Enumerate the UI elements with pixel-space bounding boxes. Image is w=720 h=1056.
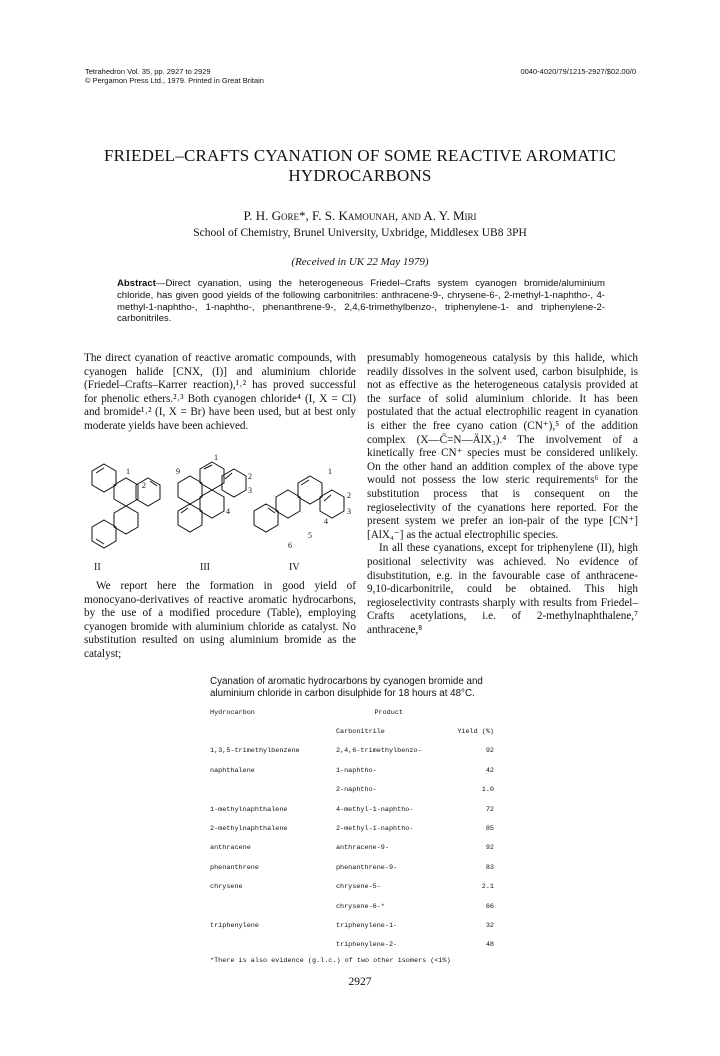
left-column-bottom (84, 580, 356, 662)
cell-hydrocarbon: naphthalene (210, 766, 255, 775)
cell-hydrocarbon: anthracene (210, 844, 251, 853)
phenanthrene-structure (178, 462, 246, 532)
label-iv-5: 5 (308, 531, 312, 540)
cell-hydrocarbon: 1,3,5-trimethylbenzene (210, 747, 300, 756)
label-iv-1: 1 (328, 467, 332, 476)
cell-hydrocarbon: phenanthrene (210, 863, 259, 872)
label-ii-1: 1 (126, 467, 130, 476)
cell-hydrocarbon: triphenylene (210, 921, 259, 930)
table-row (210, 742, 510, 761)
journal-citation (85, 67, 264, 85)
triphenylene-structure (92, 464, 160, 548)
table-row (210, 781, 510, 800)
abstract (117, 278, 605, 325)
head-hydrocarbon: Hydrocarbon (210, 708, 255, 717)
title-line-2: HYDROCARBONS (288, 166, 432, 185)
cell-product: 1-naphtho- (335, 766, 377, 775)
label-ii-2: 2 (142, 481, 146, 490)
cell-product: anthracene-9- (335, 844, 389, 853)
cell-product: chrysene-6-* (335, 902, 385, 911)
label-iv-2: 2 (347, 491, 351, 500)
cell-yield: 32 (485, 921, 494, 930)
right-column (367, 352, 638, 637)
chrysene-structure (254, 476, 344, 532)
head-spacer (210, 722, 336, 741)
cell-hydrocarbon (210, 936, 336, 955)
cell-hydrocarbon (210, 897, 336, 916)
page-number: 2927 (348, 976, 372, 988)
mechanism-paragraph: presumably homogeneous catalysis by this halide, which readily dissolves in the solvent used, carbon bisulphide, is not as effective as the heterogeneous catalysis provided at the surface of solid aluminium chloride. It has been postulated that the actual electrophilic reagent in cyanation is either the free cyano cation (CN⁺),⁵ of the addition complex (X—C̈=N—ÄlX₃).⁴ The involvement of a kinetically free CN⁺ species must be considered unlikely. On the other hand an addition complex of the above type would not possess the low steric requirements⁶ for the substitution process that is consequent on the regioselectivity of the cyanations here reported. For the present system we prefer an ion-pair of the type [CN⁺] [AlX₄⁻] as the actual electrophilic species. (367, 352, 638, 541)
received-date: (Received in UK 22 May 1979) (291, 256, 429, 268)
table-row (210, 761, 510, 780)
table-row (210, 916, 510, 935)
cell-hydrocarbon: chrysene (210, 883, 243, 892)
label-iv-4: 4 (324, 517, 328, 526)
citation-line-1: Tetrahedron Vol. 35, pp. 2927 to 2929 (85, 67, 211, 76)
cell-product: 2-methyl-1-naphtho- (335, 825, 414, 834)
table-row (210, 936, 510, 955)
intro-paragraph: The direct cyanation of reactive aromatic compounds, with cyanogen halide [CNX, (I)] and aluminium chloride (Friedel–Crafts–Karrer reaction),¹˒² has proved successful for phenolic ethers.²˒³ Both cyanogen chloride⁴ (I, X = Cl) and bromide¹˒² (I, X = Br) have been used, but at best only moderate yields have been achieved. (84, 352, 356, 432)
selectivity-paragraph: In all these cyanations, except for triphenylene (II), high positional selectivity was achieved. No evidence of disubstitution, e.g. in the favourable case of anthracene-9,10-dicarbonitrile, could be obtained. This high regioselectivity contrasts sharply with results from Friedel–Crafts acetylations, i.e. of 2-methylnaphthalene,⁷ anthracene,⁸ (367, 542, 638, 636)
head-product: Product (374, 708, 403, 717)
label-iv-3: 3 (347, 507, 351, 516)
cell-yield: 66 (485, 902, 494, 911)
abstract-text: —Direct cyanation, using the heterogeneous Friedel–Crafts system cyanogen bromide/aluminium chloride, has given good yields of the following carbonitriles: anthracene-9-, chrysene-6-, 2-methyl-1-naphtho-, 4-methyl-1-naphtho-, 1-naphtho-, phenanthrene-9-, 2,4,6-trimethylbenzo-, triphenylene-1- and triphenylene-2-carbonitriles. (117, 278, 605, 325)
head-yield: Yield (%) (457, 728, 494, 737)
cell-yield: 83 (485, 863, 494, 872)
label-iii-9: 9 (176, 467, 180, 476)
structure-figure (84, 448, 356, 578)
yield-table (210, 703, 510, 955)
head-blank (442, 703, 511, 722)
table-row (210, 858, 510, 877)
table-row (210, 800, 510, 819)
table-caption: Cyanation of aromatic hydrocarbons by cyanogen bromide and aluminium chloride in carbon disulphide for 18 hours at 48°C. (210, 676, 483, 699)
left-column-top (84, 352, 356, 434)
table-row (210, 897, 510, 916)
cell-yield: 42 (485, 766, 494, 775)
authors: P. H. Gore*, F. S. Kamounah, and A. Y. Miri (243, 208, 477, 223)
cell-yield: 2.1 (481, 883, 494, 892)
article-code: 0040-4020/79/1215-2927/$02.00/0 (520, 67, 636, 76)
cell-product: triphenylene-2- (335, 941, 398, 950)
abstract-label: Abstract (117, 278, 156, 289)
cell-product: phenanthrene-9- (335, 863, 398, 872)
table-footnote: *There is also evidence (g.l.c.) of two other isomers (<1%) (210, 957, 451, 966)
cell-product: 4-methyl-1-naphtho- (335, 805, 414, 814)
cell-product: chrysene-5- (335, 883, 381, 892)
compound-label-iv: IV (289, 562, 300, 573)
structure-drawings (84, 448, 356, 578)
label-iii-2: 2 (248, 472, 252, 481)
compound-label-ii: II (94, 562, 101, 573)
cell-yield: 1.0 (481, 786, 494, 795)
label-iii-4: 4 (226, 507, 230, 516)
cell-yield: 48 (485, 941, 494, 950)
affiliation: School of Chemistry, Brunel University, Uxbridge, Middlesex UB8 3PH (193, 227, 527, 239)
cell-product: 2-naphtho- (335, 786, 377, 795)
cell-product: triphenylene-1- (335, 921, 398, 930)
compound-label-iii: III (200, 562, 210, 573)
results-paragraph: We report here the formation in good yield of monocyano-derivatives of reactive aromatic hydrocarbons, by the use of a modified procedure (Table), employing cyanogen bromide with aluminium chloride as catalyst. No substitution resulted on using aluminium bromide as the catalyst; (84, 580, 356, 660)
cell-hydrocarbon: 2-methylnaphthalene (210, 825, 288, 834)
cell-hydrocarbon (210, 781, 336, 800)
cell-product: 2,4,6-trimethylbenzo- (335, 747, 422, 756)
table-body (210, 742, 510, 955)
label-iii-3: 3 (248, 486, 252, 495)
cell-yield: 72 (485, 805, 494, 814)
paper-title (60, 146, 660, 186)
table-row (210, 878, 510, 897)
cell-yield: 92 (485, 747, 494, 756)
cell-yield: 92 (485, 844, 494, 853)
label-iv-6: 6 (288, 541, 292, 550)
table-row (210, 839, 510, 858)
citation-line-2: © Pergamon Press Ltd., 1979. Printed in Great Britain (85, 76, 264, 85)
results-table (210, 676, 510, 965)
title-line-1: FRIEDEL–CRAFTS CYANATION OF SOME REACTIVE AROMATIC (103, 146, 616, 165)
cell-hydrocarbon: 1-methylnaphthalene (210, 805, 288, 814)
head-carbonitrile: Carbonitrile (335, 728, 385, 737)
table-row (210, 819, 510, 838)
cell-yield: 85 (485, 825, 494, 834)
label-iii-1: 1 (214, 453, 218, 462)
